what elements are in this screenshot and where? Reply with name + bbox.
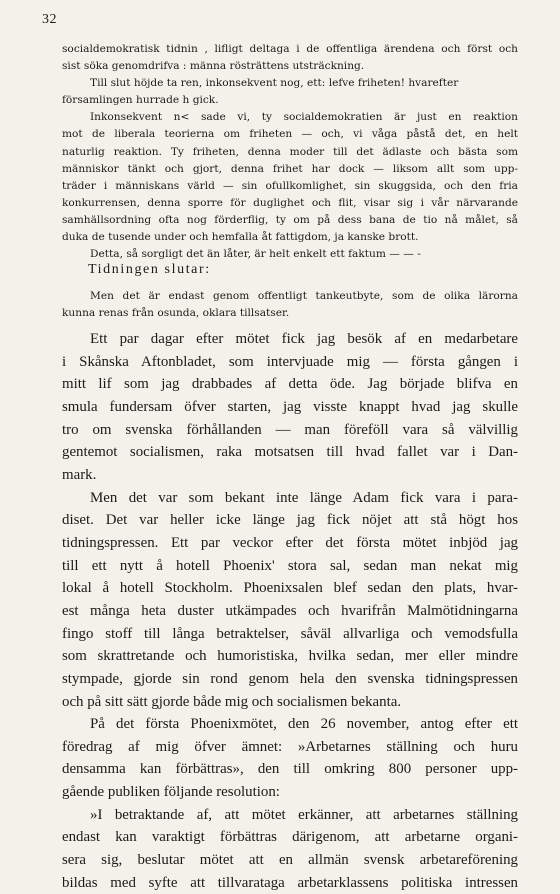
body-text	[62, 328, 518, 894]
body-line: sera sig, beslutar mötet att en allmän svensk arbetareförening	[62, 852, 518, 869]
quote-line: naturlig reaktion. Ty friheten, denna moder till det ädlaste och bästa som	[62, 145, 518, 158]
quote-line: människor tänkt och gjort, denna frihet har dock — liksom allt som upp-	[62, 162, 518, 175]
body-line: endast kan varaktigt förbättras därigenom, att arbetarne organi-	[62, 829, 518, 846]
quote-line: sist söka genomdrifva : männa rösträttens utsträckning.	[62, 60, 365, 73]
subheading: Tidningen slutar:	[88, 262, 211, 277]
quote-line: mot de liberala teorierna om friheten — och, vi våga påstå det, en helt	[62, 128, 518, 141]
quote-line: Detta, så sorgligt det än låter, är helt enkelt ett faktum — — -	[90, 248, 421, 261]
quote-line: kunna renas från osunda, oklara tillsatser.	[62, 307, 290, 320]
body-line: tro om svenska förhållanden — man föreföll vara så välvillig	[62, 421, 518, 438]
body-line: diset. Det var heller icke länge jag fick nöjet att stå högt hos	[62, 512, 518, 529]
body-line: tidningspressen. Ett par veckor efter det första mötet inbjöd jag	[62, 534, 518, 551]
body-line: mitt lif som jag drabbades af detta öde. Jag började blifva en	[62, 376, 518, 393]
body-line: i Skånska Aftonbladet, som intervjuade mig — första gången i	[62, 353, 518, 370]
page-number: 32	[42, 12, 57, 27]
body-line: till ett nytt å hotell Phoenix' stora sal, sedan man nekat mig	[62, 557, 518, 574]
body-line: bildas med syfte att tillvaratagа arbetarklassens politiska intressen	[62, 874, 518, 891]
quote-line: församlingen hurrade h gick.	[62, 94, 219, 107]
quote-line: träder i människans värld — sin ofullkomlighet, sin skuggsida, och den fria	[62, 179, 518, 192]
body-line: och på sitt sätt gjorde både mig och socialismen bekanta.	[62, 693, 402, 710]
body-line: Ett par dagar efter mötet fick jag besök af en medarbetare	[90, 331, 518, 347]
body-line: fingo stoff till långa betraktelser, såväl allvarliga och vemodsfulla	[62, 625, 518, 642]
body-line: Men det var som bekant inte länge Adam fick vara i para-	[90, 489, 518, 506]
body-line: smula fundersam öfver starten, jag visste knappt hvad jag skulle	[62, 398, 518, 415]
body-line: mark.	[62, 466, 97, 483]
body-line: gentemot socialismen, raka motsatsen till hvad fallet var i Dan-	[62, 444, 518, 461]
quote-line: konkurrensen, denna sporre för duglighet och flit, visar sig i vår närvarande	[62, 196, 518, 209]
body-line: est många heta duster utkämpades och hvarifrån Malmötidningarna	[62, 602, 518, 619]
quote-line: socialdemokratisk tidnin , lifligt deltaga i de offentliga ärendena och först och	[62, 43, 518, 55]
body-line: som skrattretande och humoristiska, hvilka sedan, mer eller mindre	[62, 648, 518, 665]
body-line: »I betraktande af, att mötet erkänner, att arbetarnes ställning	[90, 806, 518, 823]
body-line: densamma kan förbättras», den till omkring 800 personer upp-	[62, 761, 518, 778]
body-line: På det första Phoenixmötet, den 26 november, antog efter ett	[90, 716, 518, 733]
quote-line: duka de tusende under och hemfalla åt fattigdom, ja kanske brott.	[62, 231, 419, 244]
quoted-conclusion	[62, 288, 518, 322]
quote-line: Inkonsekvent n< sade vi, ty socialdemokratien är just en reaktion	[90, 111, 518, 124]
body-line: föredrag af mig öfver ämnet: »Arbetarnes ställning och huru	[62, 738, 518, 755]
body-line: lokal å hotell Stockholm. Phoenixsalen blef sedan den plats, hvar-	[62, 580, 518, 597]
quote-line: Men det är endast genom offentligt tankeutbyte, som de olika lärorna	[90, 290, 518, 302]
body-line: stympade, gjorde sin rond genom hela den svenska tidningspressen	[62, 670, 518, 687]
quoted-article-excerpt	[62, 41, 518, 263]
quote-line: samhällsordning ofta nog förderflig, ty om på dess bana de tio nå målet, så	[62, 213, 518, 226]
body-line: gående publiken följande resolution:	[62, 784, 280, 801]
quote-line: Till slut höjde ta ren, inkonsekvent nog, ett: lefve friheten! hvarefter	[90, 77, 459, 90]
